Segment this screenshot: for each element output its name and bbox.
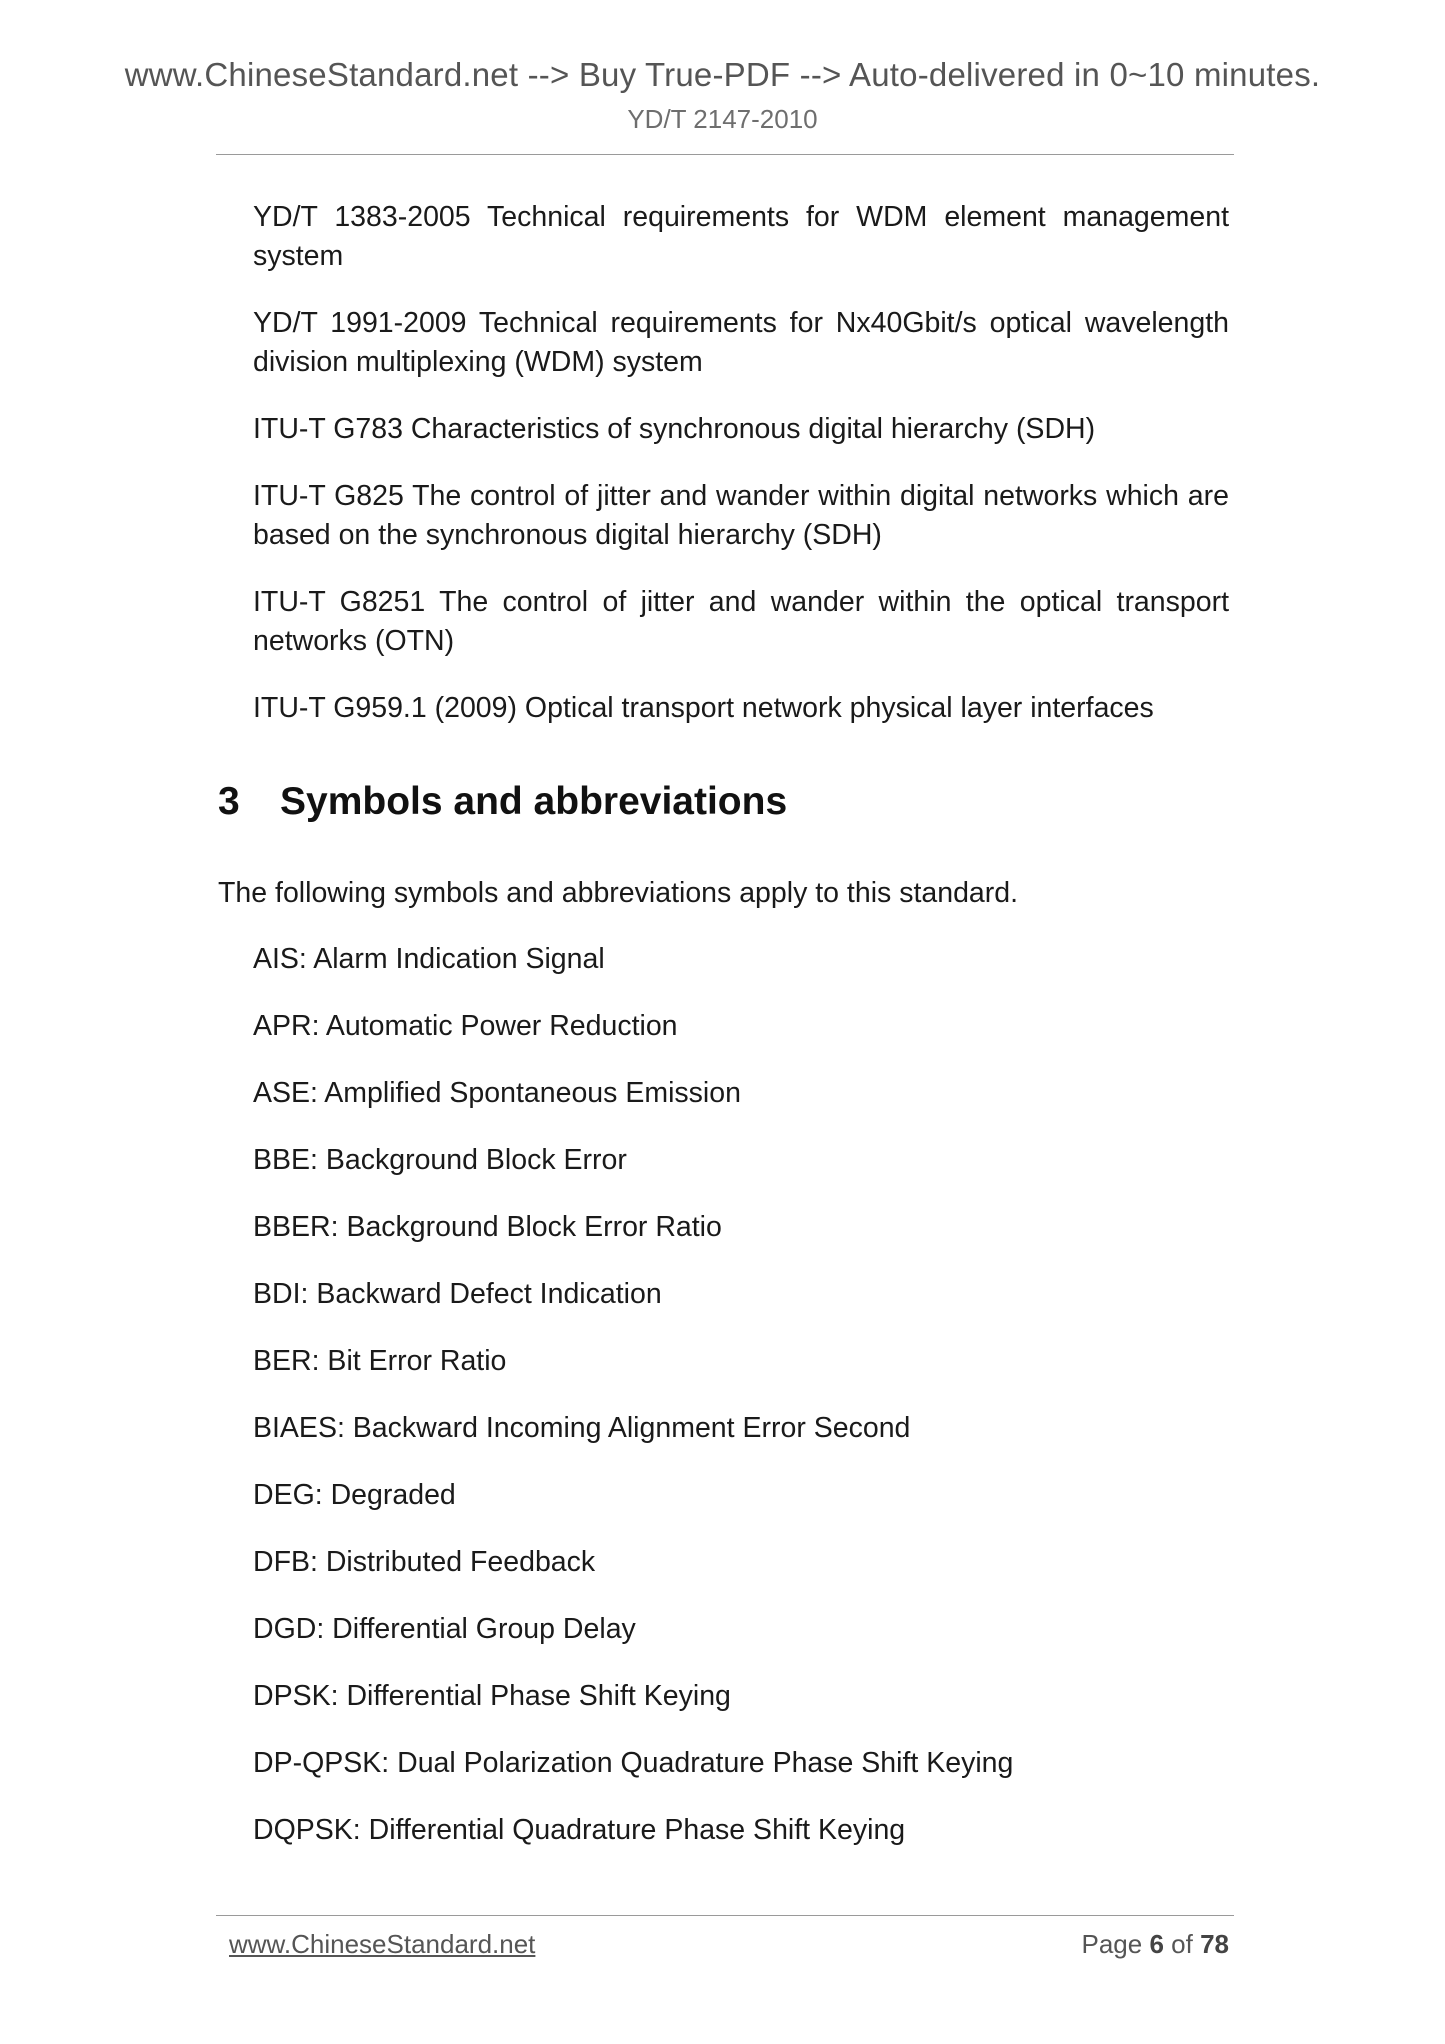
abbreviation-item: ASE: Amplified Spontaneous Emission — [253, 1077, 741, 1109]
page-total: 78 — [1200, 1929, 1229, 1959]
abbreviation-item: BIAES: Backward Incoming Alignment Error Second — [253, 1412, 911, 1444]
reference-item: ITU-T G959.1 (2009) Optical transport network physical layer interfaces — [253, 692, 1154, 724]
abbreviation-item: AIS: Alarm Indication Signal — [253, 943, 605, 975]
reference-item: YD/T 1383-2005 Technical requirements for WDM element management system — [253, 201, 1229, 272]
section-heading — [218, 780, 787, 824]
abbreviation-item: DEG: Degraded — [253, 1479, 456, 1511]
section-intro: The following symbols and abbreviations apply to this standard. — [218, 877, 1019, 909]
reference-item: YD/T 1991-2009 Technical requirements for Nx40Gbit/s optical wavelength division multiplexing (WDM) system — [253, 307, 1229, 378]
page-current: 6 — [1149, 1929, 1164, 1959]
section-title: Symbols and abbreviations — [280, 780, 788, 823]
abbreviation-item: BER: Bit Error Ratio — [253, 1345, 507, 1377]
abbreviation-item: DPSK: Differential Phase Shift Keying — [253, 1680, 731, 1712]
abbreviation-item: APR: Automatic Power Reduction — [253, 1010, 678, 1042]
abbreviation-item: DQPSK: Differential Quadrature Phase Shift Keying — [253, 1814, 906, 1846]
abbreviation-item: BBER: Background Block Error Ratio — [253, 1211, 722, 1243]
document-number: YD/T 2147-2010 — [627, 104, 818, 134]
reference-item: ITU-T G825 The control of jitter and wander within digital networks which are based on the synchronous digital hierarchy (SDH) — [253, 480, 1229, 551]
abbreviation-item: BDI: Backward Defect Indication — [253, 1278, 662, 1310]
header-divider — [216, 154, 1234, 155]
abbreviation-item: DP-QPSK: Dual Polarization Quadrature Phase Shift Keying — [253, 1747, 1014, 1779]
abbreviation-item: DGD: Differential Group Delay — [253, 1613, 636, 1645]
header-banner: www.ChineseStandard.net --> Buy True-PDF --> Auto-delivered in 0~10 minutes. — [124, 56, 1321, 93]
reference-item: ITU-T G8251 The control of jitter and wander within the optical transport networks (OTN) — [253, 586, 1229, 657]
section-number: 3 — [218, 780, 240, 823]
footer-divider — [216, 1915, 1234, 1916]
page-of-label: of — [1171, 1929, 1193, 1959]
abbreviations-list — [253, 940, 1229, 1878]
footer-site-link[interactable]: www.ChineseStandard.net — [229, 1929, 536, 1959]
abbreviation-item: BBE: Background Block Error — [253, 1144, 627, 1176]
normative-references-list — [253, 198, 1229, 756]
page-label: Page — [1081, 1929, 1143, 1959]
reference-item: ITU-T G783 Characteristics of synchronous digital hierarchy (SDH) — [253, 413, 1096, 445]
abbreviation-item: DFB: Distributed Feedback — [253, 1546, 596, 1578]
page-indicator — [1081, 1929, 1229, 1960]
